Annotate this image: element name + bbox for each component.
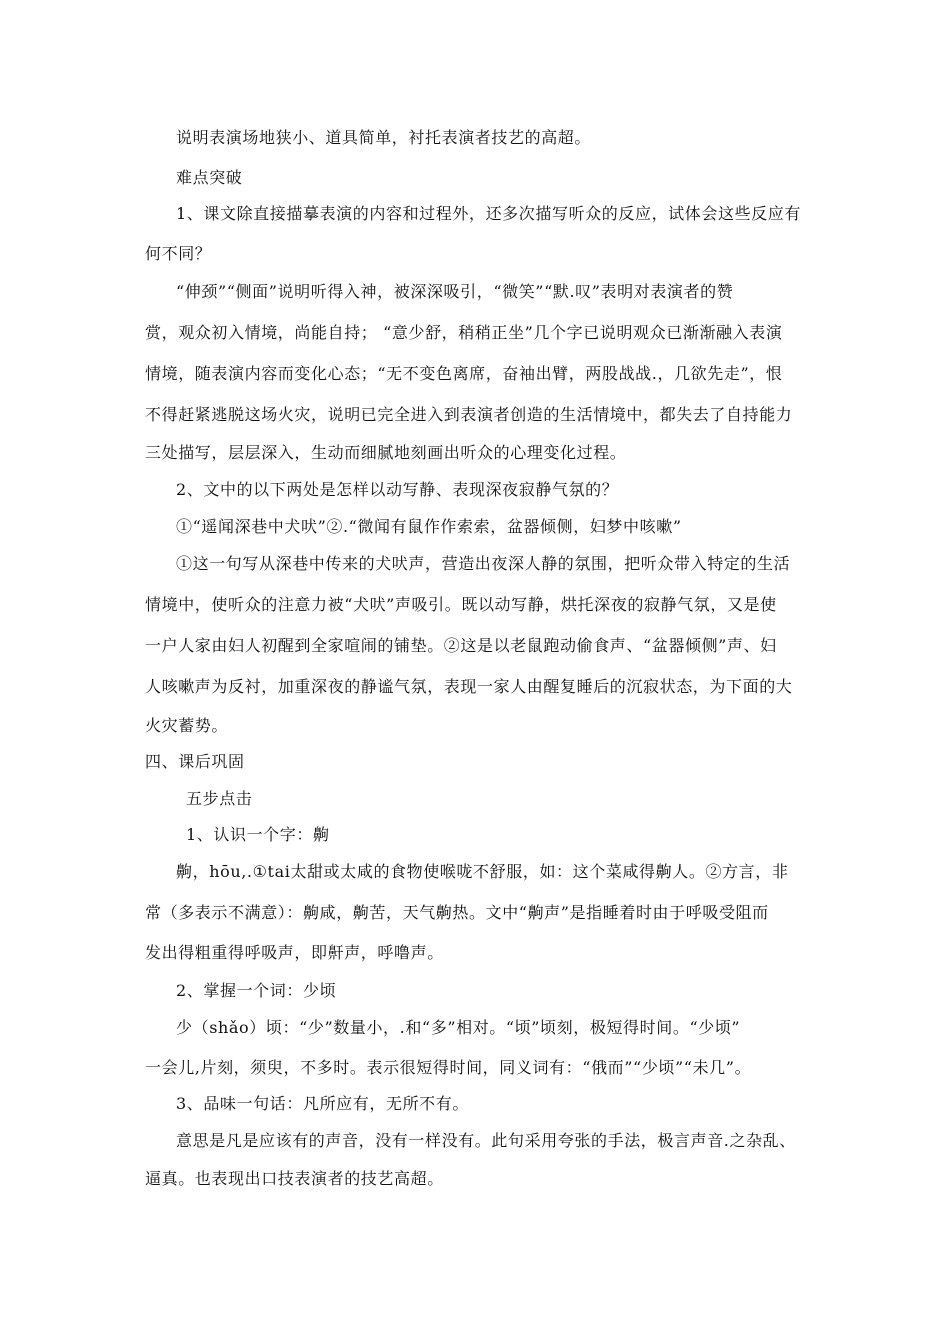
question-1-line-2: 何不同？ <box>145 244 212 263</box>
answer-1-line-2: 赏，观众初入情境，尚能自持； “意少舒，稍稍正坐”几个字已说明观众已渐渐融入表演 <box>145 323 783 342</box>
step-3-line-1: 意思是凡是应该有的声音，没有一样没有。此句采用夸张的手法，极言声音.之杂乱、 <box>176 1131 796 1150</box>
section-heading-difficulty: 难点突破 <box>176 168 243 187</box>
section-heading-review: 四、课后巩固 <box>145 752 245 771</box>
answer-1-line-3: 情境，随表演内容而变化心态；“无不变色离席，奋袖出臂，两股战战.，几欲先走”，恨 <box>145 364 783 383</box>
step-1-line-2: 常（多表示不满意）：齁咸，齁苦，天气齁热。文中“齁声”是指睡着时由于呼吸受阻而 <box>145 903 769 922</box>
question-1-line-1: 1、课文除直接描摹表演的内容和过程外，还多次描写听众的反应，试体会这些反应有 <box>176 204 801 223</box>
subheading-five-steps: 五步点击 <box>186 789 253 808</box>
step-2-line-2: 一会儿,片刻，须臾，不多时。表示很短得时间，同义词有：“俄而”“少顷”“未几”。 <box>145 1058 752 1077</box>
step-3-heading: 3、品味一句话：凡所应有，无所不有。 <box>176 1094 469 1113</box>
question-2-quotes: ①“遥闻深巷中犬吠”②.“微闻有鼠作作索索，盆器倾侧，妇梦中咳嗽” <box>176 517 682 536</box>
answer-2-line-1: ①这一句写从深巷中传来的犬吠声，营造出夜深人静的氛围，把听众带入特定的生活 <box>176 554 791 573</box>
answer-1-line-1: “伸颈”“侧面”说明听得入神，被深深吸引，“微笑”“默.叹”表明对表演者的赞 <box>176 282 734 301</box>
answer-2-line-4: 人咳嗽声为反衬，加重深夜的静谧气氛，表现一家人由醒复睡后的沉寂状态，为下面的大 <box>145 677 793 696</box>
answer-1-line-4: 不得赶紧逃脱这场火灾，说明已完全进入到表演者创造的生活情境中，都失去了自持能力 <box>145 405 793 424</box>
step-1-line-3: 发出得粗重得呼吸声，即鼾声，呼噜声。 <box>145 943 444 962</box>
text-line-1: 说明表演场地狭小、道具简单，衬托表演者技艺的高超。 <box>176 128 592 147</box>
step-3-line-2: 逼真。也表现出口技表演者的技艺高超。 <box>145 1169 444 1188</box>
question-2: 2、文中的以下两处是怎样以动写静、表现深夜寂静气氛的？ <box>176 480 619 499</box>
answer-2-line-5: 火灾蓄势。 <box>145 716 229 735</box>
step-1-line-1: 齁，hōu,.①tai太甜或太咸的食物使喉咙不舒服，如：这个菜咸得齁人。②方言，非 <box>176 862 789 881</box>
step-2-line-1: 少（shǎo）顷：“少”数量小，.和“多”相对。“顷”顷刻，极短得时间。“少顷” <box>176 1018 741 1037</box>
step-2-heading: 2、掌握一个词：少顷 <box>176 981 337 1000</box>
answer-2-line-2: 情境中，使听众的注意力被“犬吠”声吸引。既以动写静，烘托深夜的寂静气氛，又是使 <box>145 595 777 614</box>
answer-1-line-5: 三处描写，层层深入，生动而细腻地刻画出听众的心理变化过程。 <box>145 443 627 462</box>
step-1-heading: 1、认识一个字：齁 <box>186 825 330 844</box>
answer-2-line-3: 一户人家由妇人初醒到全家喧闹的铺垫。②这是以老鼠跑动偷食声、“盆器倾侧”声、妇 <box>145 636 777 655</box>
